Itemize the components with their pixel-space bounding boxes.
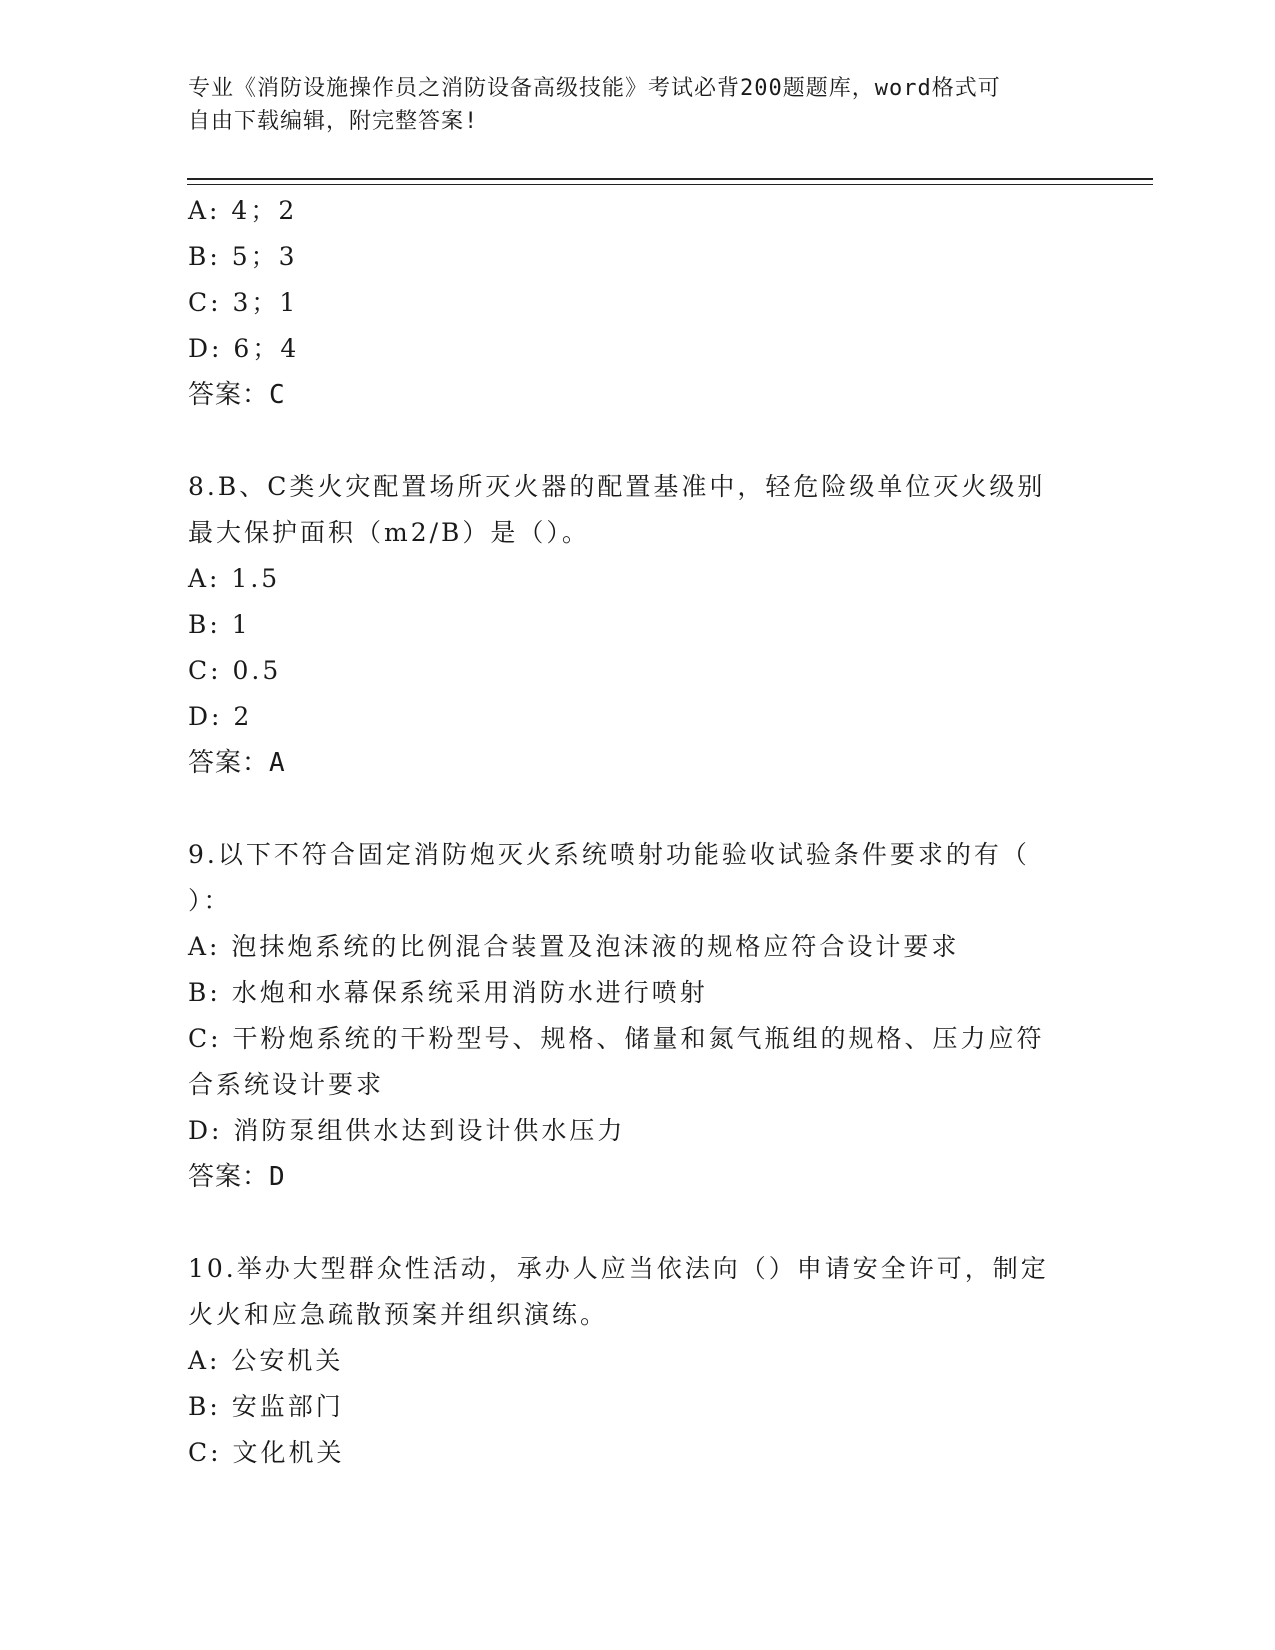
option-a: A: 4；2	[188, 196, 298, 225]
question-text: 最大保护面积（m2/B）是（）。	[188, 518, 590, 547]
option-c: C: 3；1	[188, 288, 299, 317]
question-8	[188, 464, 1088, 786]
option-d: D: 6；4	[188, 334, 300, 363]
option-c-continued: 合系统设计要求	[188, 1070, 385, 1099]
option-c: C: 0.5	[188, 656, 282, 685]
option-a: A: 公安机关	[188, 1346, 344, 1375]
question-text: 火火和应急疏散预案并组织演练。	[188, 1300, 609, 1329]
header-divider	[187, 178, 1153, 180]
answer: 答案：C	[188, 380, 286, 410]
question-9	[188, 832, 1088, 1200]
answer: 答案：D	[188, 1162, 286, 1192]
header-divider-thin	[187, 184, 1153, 185]
option-d: D: 消防泵组供水达到设计供水压力	[188, 1116, 626, 1145]
option-d: D: 2	[188, 702, 253, 731]
question-text: 10.举办大型群众性活动，承办人应当依法向（）申请安全许可，制定	[188, 1254, 1049, 1283]
option-b: B: 水炮和水幕保系统采用消防水进行喷射	[188, 978, 708, 1007]
question-text: 9.以下不符合固定消防炮灭火系统喷射功能验收试验条件要求的有（	[188, 840, 1030, 869]
option-c: C: 文化机关	[188, 1438, 345, 1467]
option-b: B: 安监部门	[188, 1392, 344, 1421]
option-c: C: 干粉炮系统的干粉型号、规格、储量和氮气瓶组的规格、压力应符	[188, 1024, 1045, 1053]
header-line-1: 专业《消防设施操作员之消防设备高级技能》考试必背200题题库，word格式可	[188, 76, 1001, 101]
option-b: B: 5；3	[188, 242, 298, 271]
question-7	[188, 188, 1088, 418]
question-text: 8.B、C类火灾配置场所灭火器的配置基准中，轻危险级单位灭火级别	[188, 472, 1046, 501]
option-a: A: 泡抹炮系统的比例混合装置及泡沫液的规格应符合设计要求	[188, 932, 960, 961]
answer: 答案：A	[188, 748, 286, 778]
question-10	[188, 1246, 1088, 1476]
document-header	[188, 72, 1088, 138]
option-b: B: 1	[188, 610, 251, 639]
header-line-2: 自由下载编辑，附完整答案!	[188, 109, 479, 134]
question-text: ）：	[188, 886, 232, 915]
question-list	[188, 188, 1088, 1476]
option-a: A: 1.5	[188, 564, 281, 593]
